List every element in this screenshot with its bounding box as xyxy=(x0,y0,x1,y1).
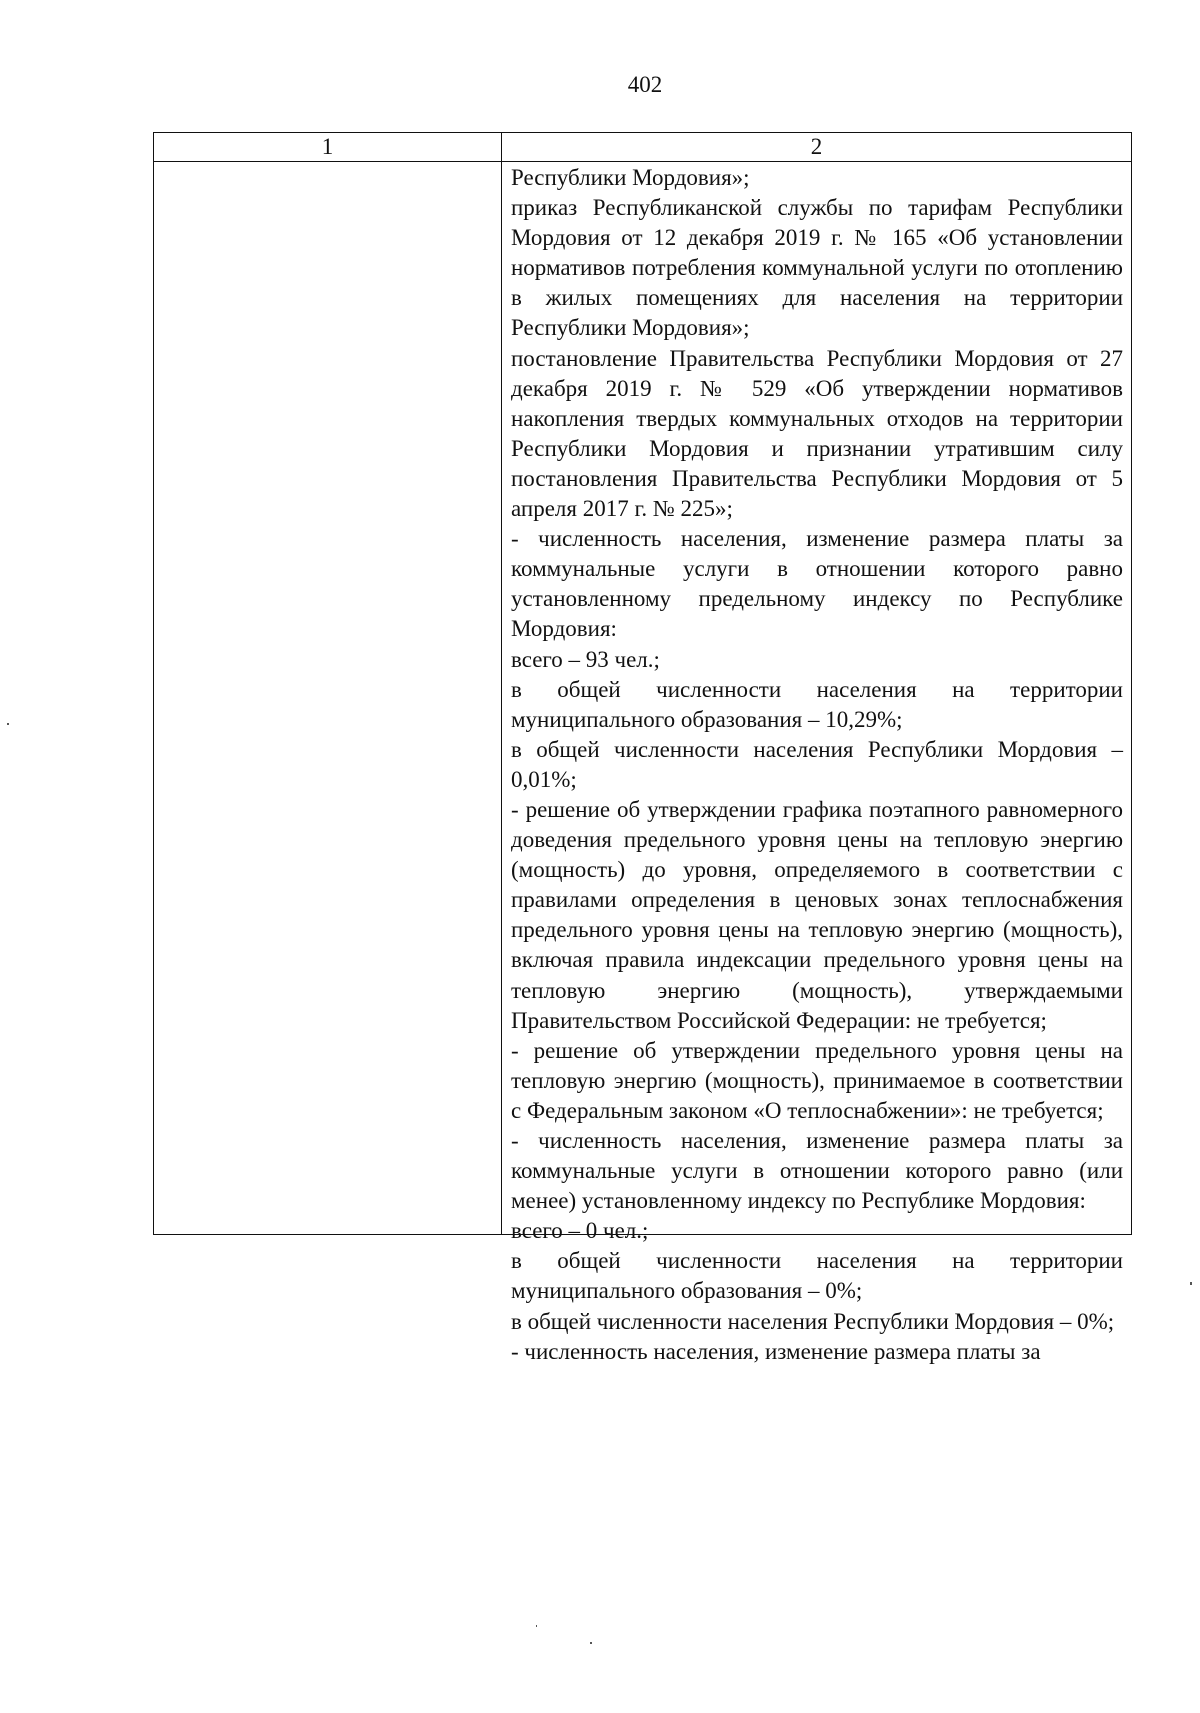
paragraph-continuation: Республики Мордовия»; xyxy=(511,165,750,190)
scan-speck xyxy=(1190,1282,1192,1285)
header-separator xyxy=(154,161,1131,162)
column-header-2: 2 xyxy=(810,134,823,159)
paragraph-republic-share-1: в общей численности населения Республики Мордовия – 0,01%; xyxy=(511,736,1123,792)
paragraph-government-resolution: постановление Правительства Республики Мордовия от 27 декабря 2019 г. № 529 «Об утверждении нормативов накопления твердых коммунальных отходов на территории Республики Мордовия и признании утратившим силу постановления Правительства Республики Мордовия от 5 апреля 2017 г. № 225»; xyxy=(511,345,1123,522)
paragraph-population-equal-or-less-index: - численность населения, изменение размера платы за коммунальные услуги в отношении которого равно (или менее) установленному индексу по Республике Мордовия: xyxy=(511,1128,1123,1214)
column-2-content xyxy=(511,163,1123,1367)
scan-speck xyxy=(590,1642,592,1644)
paragraph-republic-share-2: в общей численности населения Республики Мордовия – 0%; xyxy=(511,1308,1115,1334)
page-number: 402 xyxy=(627,72,663,97)
paragraph-tariff-order: приказ Республиканской службы по тарифам Республики Мордовия от 12 декабря 2019 г. № 165 «Об установлении нормативов потребления коммунальной услуги по отоплению в жилых помещениях для населения на территории Республики Мордовия»; xyxy=(511,195,1123,341)
paragraph-municipal-share-2: в общей численности населения на территории муниципального образования – 0%; xyxy=(511,1248,1123,1304)
paragraph-price-schedule-decision: - решение об утверждении графика поэтапного равномерного доведения предельного уровня цены на тепловую энергию (мощность) до уровня, определяемого в соответствии с правилами определения в ценовых зонах теплоснабжения предельного уровня цены на тепловую энергию (мощность), включая правила индексации предельного уровня цены на тепловую энергию (мощность), утверждаемыми Правительством Российской Федерации: не требуется; xyxy=(511,796,1123,1033)
column-divider xyxy=(501,133,502,1234)
paragraph-total-population-2: всего – 0 чел.; xyxy=(511,1218,649,1244)
column-header-1: 1 xyxy=(321,134,334,159)
paragraph-price-limit-decision: - решение об утверждении предельного уровня цены на тепловую энергию (мощность), принимаемое в соответствии с Федеральным законом «О теплоснабжении»: не требуется; xyxy=(511,1037,1123,1123)
paragraph-population-truncated: - численность населения, изменение размера платы за xyxy=(511,1338,1041,1364)
paragraph-population-equal-index: - численность населения, изменение размера платы за коммунальные услуги в отношении которого равно установленному предельному индексу по Республике Мордовия: xyxy=(511,526,1123,642)
document-table xyxy=(153,132,1132,1364)
scan-speck xyxy=(536,1625,537,1627)
scan-speck xyxy=(7,723,9,725)
paragraph-municipal-share-1: в общей численности населения на территории муниципального образования – 10,29%; xyxy=(511,676,1123,732)
paragraph-total-population-1: всего – 93 чел.; xyxy=(511,646,660,672)
